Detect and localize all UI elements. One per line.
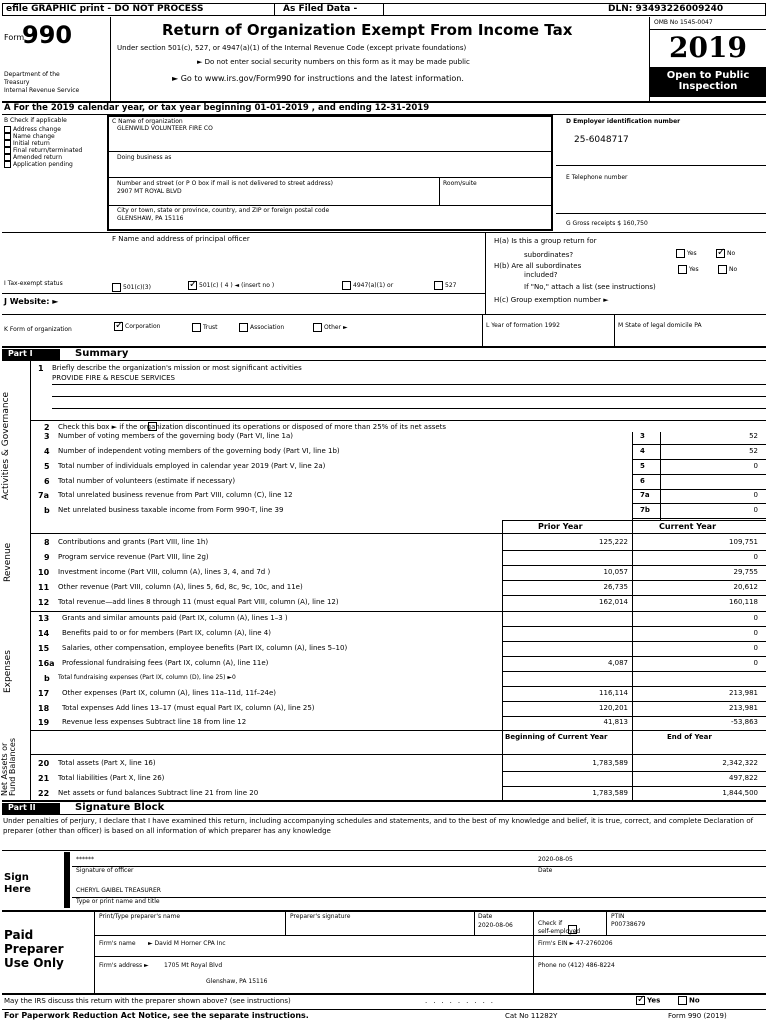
gov-line-num: 4 [44,447,50,456]
section-c [107,115,553,231]
paperwork-notice: For Paperwork Reduction Act Notice, see the separate instructions. [4,1011,309,1020]
firm-name: ► David M Horner CPA Inc [148,940,226,947]
form-prefix: Form [4,33,25,42]
rev-line-num: 10 [38,568,50,577]
rev-line-num: 9 [44,553,50,562]
exp-line-num: 14 [38,629,50,638]
line-f: F Name and address of principal officer [112,235,250,243]
line-j: J Website: ► [4,297,59,306]
b-application-pending[interactable]: Application pending [4,161,104,168]
prep-name-label: Print/Type preparer's name [99,913,181,920]
line-k-label: K Form of organization [4,326,72,333]
net-line-text: Total liabilities (Part X, line 26) [58,774,165,782]
rev-line-prior: 125,222 [599,538,628,546]
efile-label: efile GRAPHIC print - DO NOT PROCESS [6,4,204,14]
city-label: City or town, state or province, country, and ZIP or foreign postal code [117,207,330,214]
net-line-prior: 1,783,589 [592,759,628,767]
open-line-1: Open to Public [666,70,750,81]
form-title: Return of Organization Exempt From Income Tax [162,21,573,39]
line2-num: 2 [44,423,50,432]
cat-number: Cat No 11282Y [505,1012,558,1020]
gov-line-num: 7a [38,491,49,500]
exp-line-num: 17 [38,689,50,698]
exp-line-num: 13 [38,614,50,623]
open-to-public-box [650,67,766,97]
side-activities: Activities & Governance [1,391,11,500]
top-bar [2,3,766,16]
net-line-num: 22 [38,789,50,798]
gov-line-num: 5 [44,462,50,471]
b-address-change[interactable]: Address change [4,126,104,133]
firm-ein: Firm's EIN ► 47-2760206 [538,940,613,947]
sig-stars: ****** [76,856,94,863]
street-label: Number and street (or P O box if mail is not delivered to street address) [117,180,333,187]
open-line-2: Inspection [678,81,738,92]
rev-line-current: 29,755 [733,568,758,576]
exp-line-text: Revenue less expenses Subtract line 18 from line 12 [62,718,247,726]
gross-receipts: G Gross receipts $ 160,750 [566,220,648,227]
line-m: M State of legal domicile PA [618,322,702,329]
ha-yes[interactable]: Yes [676,249,697,258]
omb-number: OMB No 1545-0047 [654,19,713,26]
discuss-no[interactable]: No [678,996,700,1005]
ptin-value: P00738679 [611,921,646,928]
discuss-dots: ......... [425,997,500,1005]
firm-addr-2: Glenshaw, PA 15116 [206,978,268,985]
exp-line-num: 15 [38,644,50,653]
col-prior-year: Prior Year [538,522,583,531]
gov-line-text: Net unrelated business taxable income from Form 990-T, line 39 [58,506,284,514]
rev-line-current: 0 [753,553,758,561]
line1-num: 1 [38,364,44,373]
gov-line-text: Number of independent voting members of the governing body (Part VI, line 1b) [58,447,340,455]
k-trust[interactable]: Trust [192,323,218,332]
ein-label: D Employer identification number [566,118,681,125]
street: 2907 MT ROYAL BLVD [117,188,182,195]
gov-line-value: 52 [749,432,758,440]
self-employed-check: Check if [538,920,563,927]
firm-addr-1: 1705 Mt Royal Blvd [164,962,223,969]
dept-line-3: Internal Revenue Service [4,87,80,94]
side-expenses: Expenses [3,650,13,693]
exp-line-text: Total expenses Add lines 13–17 (must equal Part IX, column (A), line 25) [62,704,315,712]
gov-line-value: 0 [753,462,758,470]
gov-line-text: Number of voting members of the governing body (Part VI, line 1a) [58,432,294,440]
exp-line-prior: 4,087 [607,659,628,667]
self-employed-label: self-employed [538,928,581,935]
line-hb-2: included? [524,271,558,279]
b-final-return[interactable]: Final return/terminated [4,147,104,154]
section-b [4,117,104,168]
line1-value: PROVIDE FIRE & RESCUE SERVICES [52,374,175,382]
gov-line-box: 7b [640,506,650,514]
side-revenue: Revenue [3,542,13,582]
net-line-text: Total assets (Part X, line 16) [58,759,156,767]
gov-line-text: Total unrelated business revenue from Part VIII, column (C), line 12 [58,491,293,499]
rev-line-prior: 162,014 [599,598,628,606]
k-association[interactable]: Association [239,323,284,332]
hb-yes[interactable]: Yes [678,265,699,274]
exp-line-text: Other expenses (Part IX, column (A), lines 11a–11d, 11f–24e) [62,689,277,697]
net-line-current: 497,822 [729,774,758,782]
line-l: L Year of formation 1992 [486,322,560,329]
b-name-change[interactable]: Name change [4,133,104,140]
useonly-label: Use Only [4,956,64,970]
rev-line-text: Investment income (Part VIII, column (A), lines 3, 4, and 7d ) [58,568,271,576]
section-d [556,115,766,231]
paid-label: Paid [4,928,34,942]
rev-line-text: Contributions and grants (Part VIII, line 1h) [58,538,209,546]
gov-line-box: 4 [640,447,645,455]
rev-line-text: Other revenue (Part VIII, column (A), lines 5, 6d, 8c, 9c, 10c, and 11e) [58,583,303,591]
net-line-num: 20 [38,759,50,768]
header-sub-1: Under section 501(c), 527, or 4947(a)(1) of the Internal Revenue Code (except private foundations) [117,44,467,52]
line1-text: Briefly describe the organization's mission or most significant activities [52,364,302,372]
part1-title: Summary [75,348,129,359]
form-header [2,17,766,101]
gov-line-box: 6 [640,477,645,485]
exp-line-current: 0 [753,644,758,652]
exp-line-current: -53,863 [730,718,758,726]
preparer-label: Preparer [4,942,64,956]
part2-title: Signature Block [75,802,165,813]
k-other[interactable]: Other ► [313,323,348,332]
here-label: Here [4,884,31,895]
part1-label: Part I [2,349,60,360]
room-label: Room/suite [443,180,477,187]
phone-label: E Telephone number [566,174,628,181]
gov-line-num: 3 [44,432,50,441]
sign-arrow-bar [64,852,70,908]
rev-line-current: 20,612 [733,583,758,591]
form-footer: Form 990 (2019) [668,1012,727,1020]
firm-addr-label: Firm's address ► [99,962,149,969]
ein-value: 25-6048717 [574,135,629,145]
as-filed-label: As Filed Data - [283,4,358,14]
net-line-current: 2,342,322 [722,759,758,767]
dln-label: DLN: 93493226009240 [608,4,724,14]
line-hb-3: If "No," attach a list (see instructions) [524,283,656,291]
form-number: 990 [22,21,73,49]
officer-name: CHERYL GAIBEL TREASURER [76,887,161,894]
gov-line-box: 5 [640,462,645,470]
side-net-assets: Net Assets or Fund Balances [0,738,17,796]
org-name-label: C Name of organization [112,118,183,125]
dept-line-2: Treasury [4,79,30,86]
gov-line-num: 6 [44,477,50,486]
section-b-title: B Check if applicable [4,117,67,124]
exp-line-current: 0 [753,614,758,622]
rev-line-text: Total revenue—add lines 8 through 11 (must equal Part VIII, column (A), line 12) [58,598,339,606]
net-line-text: Net assets or fund balances Subtract line 21 from line 20 [58,789,259,797]
exp-line-current: 213,981 [729,704,758,712]
i-527[interactable]: 527 [434,281,456,290]
rev-line-prior: 10,057 [603,568,628,576]
sig-date: 2020-08-05 [538,856,573,863]
i-4947[interactable]: 4947(a)(1) or [342,281,393,290]
line-i-label: I Tax-exempt status [4,280,63,287]
line2-text: Check this box ► if the organization discontinued its operations or disposed of more than 25% of its net assets [58,423,447,431]
ptin-label: PTIN [611,913,625,920]
dept-line-1: Department of the [4,71,60,78]
discuss-question: May the IRS discuss this return with the preparer shown above? (see instructions) [4,997,291,1005]
line-hc: H(c) Group exemption number ► [494,296,609,304]
ha-no[interactable]: ✓ No [716,249,735,258]
org-name: GLENWILD VOLUNTEER FIRE CO [117,125,213,132]
exp-line-current: 213,981 [729,689,758,697]
part2-label: Part II [2,803,60,814]
dba-label: Doing business as [117,154,172,161]
line2-checkbox[interactable] [148,422,157,431]
gov-line-num: b [44,506,50,515]
header-sub-2: ► Do not enter social security numbers on this form as it may be made public [197,58,470,66]
prep-date: 2020-08-06 [478,922,513,929]
exp-line-num: 18 [38,704,50,713]
exp-line-text: Professional fundraising fees (Part IX, column (A), line 11e) [62,659,269,667]
i-501c[interactable]: ✓ 501(c) ( 4 ) ◄ (insert no ) [188,281,274,290]
rev-line-current: 160,118 [729,598,758,606]
exp-line-text: Benefits paid to or for members (Part IX, column (A), line 4) [62,629,271,637]
exp-line-text: Total fundraising expenses (Part IX, column (D), line 25) ►0 [58,674,236,681]
col-eoy: End of Year [667,733,712,741]
line-hb: H(b) Are all subordinates [494,262,582,270]
gov-line-box: 3 [640,432,645,440]
rev-line-num: 8 [44,538,50,547]
sig-label: Signature of officer [76,867,134,874]
col-current-year: Current Year [659,522,717,531]
officer-label: Type or print name and title [76,898,160,905]
rev-line-num: 11 [38,583,50,592]
exp-line-prior: 116,114 [599,689,628,697]
gov-line-text: Total number of volunteers (estimate if necessary) [58,477,236,485]
i-501c3[interactable]: 501(c)(3) [112,283,151,292]
exp-line-prior: 120,201 [599,704,628,712]
gov-line-value: 0 [753,491,758,499]
prep-date-label: Date [478,913,493,920]
line-ha: H(a) Is this a group return for [494,237,597,245]
exp-line-current: 0 [753,659,758,667]
firm-phone: Phone no (412) 486-8224 [538,962,615,969]
exp-line-prior: 41,813 [603,718,628,726]
prep-sig-label: Preparer's signature [290,913,351,920]
sig-date-label: Date [538,867,553,874]
net-line-current: 1,844,500 [722,789,758,797]
firm-name-label: Firm's name [99,940,136,947]
line-a: A For the 2019 calendar year, or tax year beginning 01-01-2019 , and ending 12-31-2019 [4,103,430,113]
discuss-yes[interactable]: ✓ Yes [636,996,660,1005]
exp-line-text: Grants and similar amounts paid (Part IX, column (A), lines 1–3 ) [62,614,288,622]
gov-line-text: Total number of individuals employed in calendar year 2019 (Part V, line 2a) [58,462,326,470]
rev-line-text: Program service revenue (Part VIII, line 2g) [58,553,209,561]
rev-line-current: 109,751 [729,538,758,546]
line-ha-2: subordinates? [524,251,574,259]
rev-line-prior: 26,735 [603,583,628,591]
b-initial-return[interactable]: Initial return [4,140,104,147]
header-sub-3: ► Go to www.irs.gov/Form990 for instructions and the latest information. [172,74,464,83]
col-boy: Beginning of Current Year [505,733,608,741]
penalty-text: Under penalties of perjury, I declare that I have examined this return, including accompanying schedules and statements, and to the best of my knowledge and belief, it is true, correct, and complete Declaration of preparer (other than officer) is based on all information of which preparer has any knowledge [3,817,754,835]
gov-line-value: 52 [749,447,758,455]
exp-line-num: b [44,674,50,683]
k-corporation[interactable]: ✓ Corporation [114,322,160,331]
rev-line-num: 12 [38,598,50,607]
exp-line-num: 16a [38,659,55,668]
exp-line-num: 19 [38,718,50,727]
hb-no[interactable]: No [718,265,737,274]
b-amended-return[interactable]: Amended return [4,154,104,161]
gov-line-box: 7a [640,491,650,499]
sign-label: Sign [4,872,29,883]
net-line-prior: 1,783,589 [592,789,628,797]
tax-year: 2019 [669,31,747,64]
gov-line-value: 0 [753,506,758,514]
city: GLENSHAW, PA 15116 [117,215,184,222]
exp-line-current: 0 [753,629,758,637]
net-line-num: 21 [38,774,50,783]
exp-line-text: Salaries, other compensation, employee benefits (Part IX, column (A), lines 5–10) [62,644,348,652]
